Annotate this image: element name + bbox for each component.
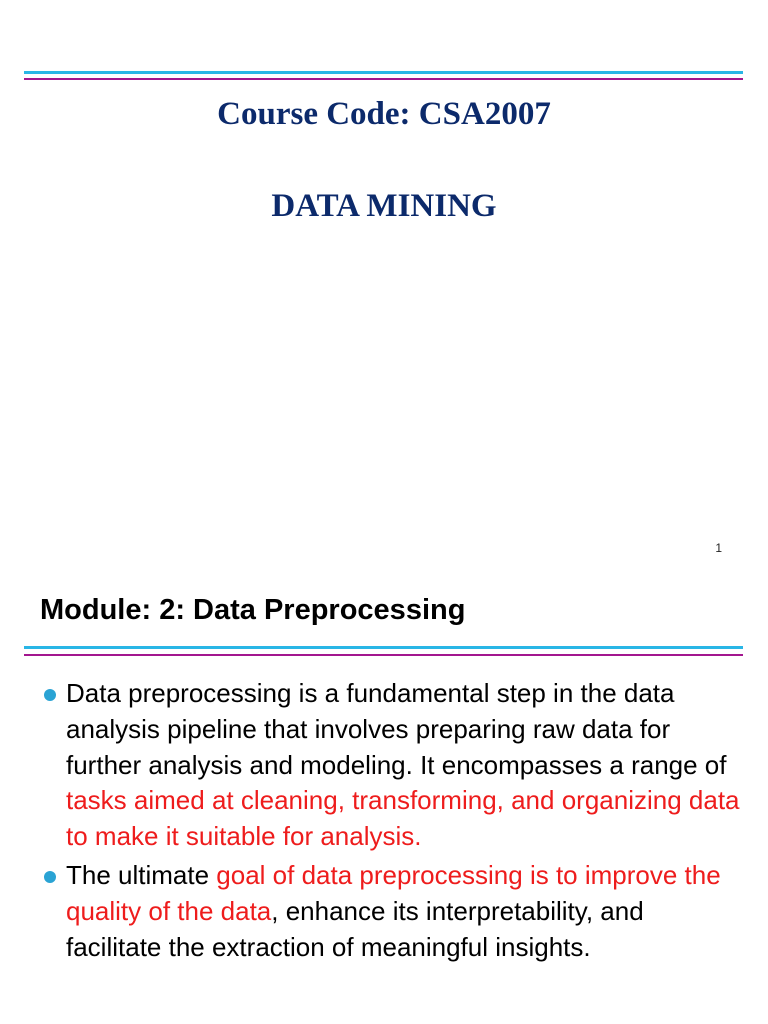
bullet-item — [44, 858, 744, 965]
subject-title: DATA MINING — [271, 188, 497, 224]
bullet-list — [44, 676, 744, 968]
bullet-text: , enhance its interpretability, and facilitate the extraction of meaningful insights. — [66, 895, 644, 962]
bullet-dot-icon — [44, 871, 56, 883]
course-code-title: Course Code: CSA2007 — [217, 96, 551, 132]
bullet-item — [44, 676, 744, 855]
bullet-text: The ultimate — [66, 859, 217, 890]
module-divider-purple — [24, 654, 743, 656]
page-number: 1 — [715, 541, 722, 555]
bullet-text: Data preprocessing is a fundamental step in the data analysis pipeline that involves preparing raw data for further analysis and modeling. It encompasses a range of — [66, 678, 727, 780]
module-heading: Module: 2: Data Preprocessing — [40, 594, 466, 626]
module-divider-cyan — [24, 646, 743, 649]
top-divider-cyan — [24, 71, 743, 74]
top-divider-purple — [24, 78, 743, 80]
bullet-highlight: goal of data preprocessing is to improve the quality of the data — [66, 859, 721, 926]
bullet-highlight: tasks aimed at cleaning, transforming, and organizing data to make it suitable for analysis. — [66, 785, 740, 852]
bullet-dot-icon — [44, 689, 56, 701]
